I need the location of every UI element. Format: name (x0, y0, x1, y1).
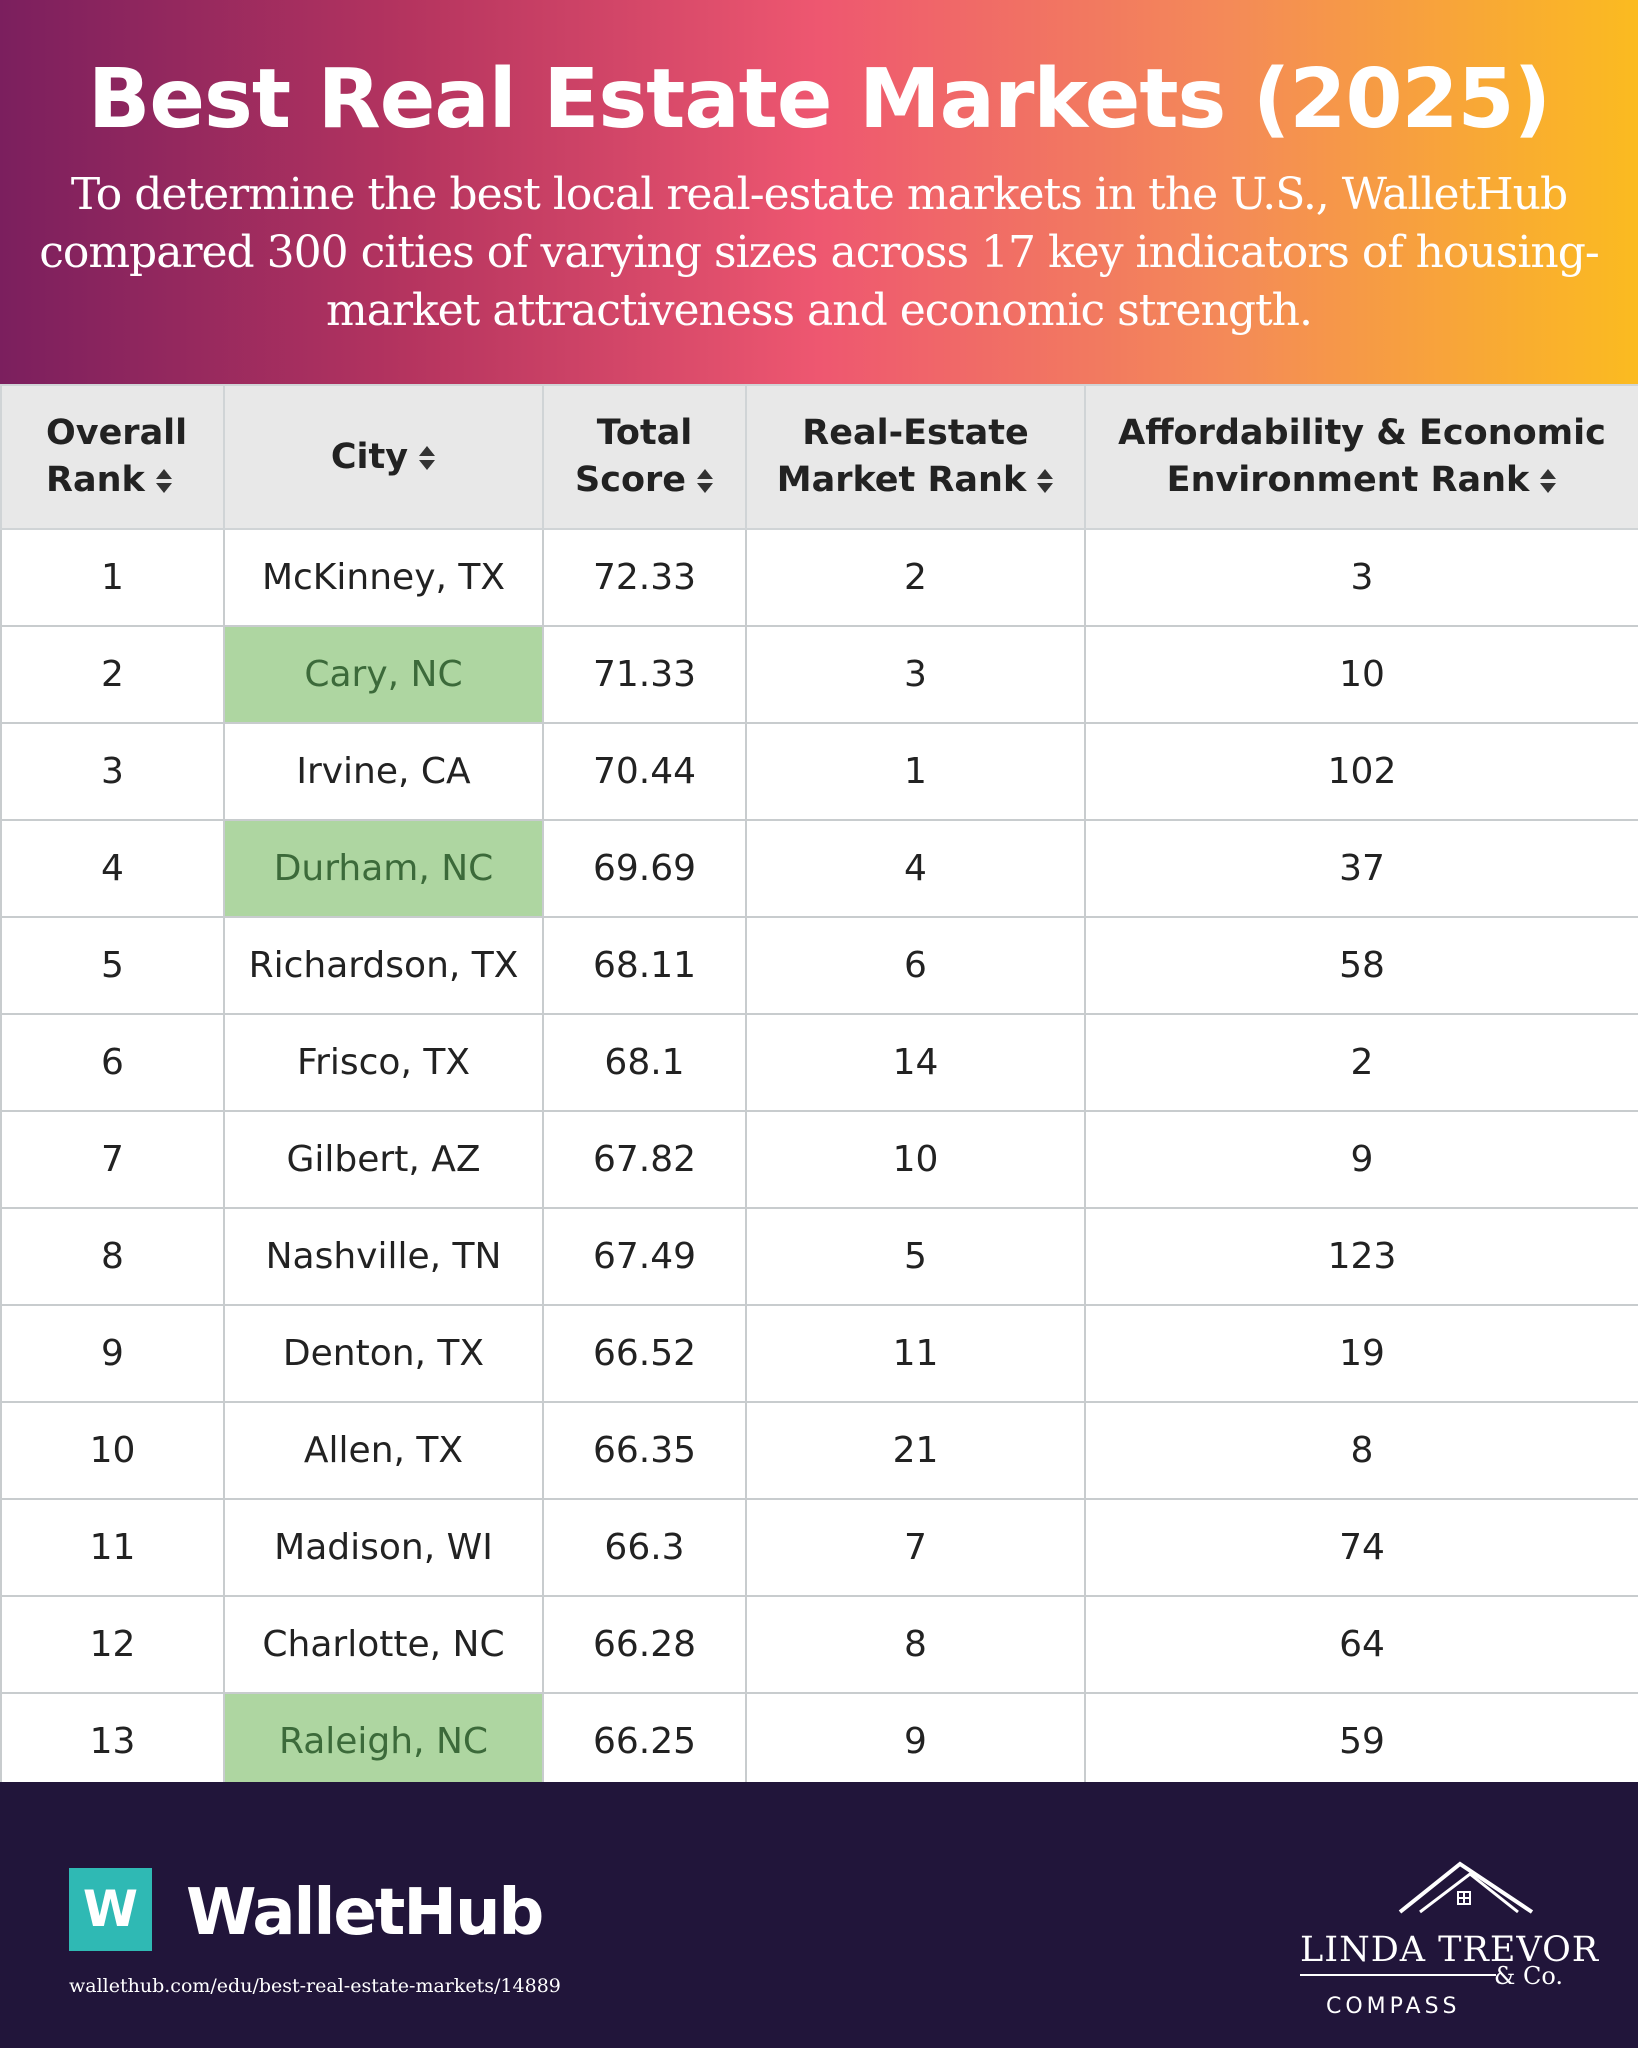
cell-city: Allen, TX (224, 1402, 543, 1499)
cell-aff-rank: 58 (1085, 917, 1638, 1014)
header-banner (0, 0, 1638, 384)
cell-score: 72.33 (543, 529, 746, 626)
table-row (1, 1402, 1638, 1499)
cell-city: Nashville, TN (224, 1208, 543, 1305)
sort-arrows-icon[interactable] (1036, 468, 1054, 494)
cell-aff-rank: 8 (1085, 1402, 1638, 1499)
header-label: Overall (46, 413, 188, 453)
sort-arrows-icon[interactable] (1539, 468, 1557, 494)
header-affordability-rank[interactable] (1085, 385, 1638, 529)
table-row (1, 1693, 1638, 1790)
cell-score: 66.25 (543, 1693, 746, 1790)
cell-city: Madison, WI (224, 1499, 543, 1596)
cell-city: Durham, NC (224, 820, 543, 917)
header-label: Market Rank (776, 460, 1027, 500)
header-label: Score (575, 460, 686, 500)
sort-arrows-icon[interactable] (155, 468, 173, 494)
table-row (1, 626, 1638, 723)
cell-rank: 5 (1, 917, 224, 1014)
page-subtitle: To determine the best local real-estate markets in the U.S., WalletHub compared 300 cities of varying sizes across 17 key indicators of housing-market attractiveness and economic strength. (39, 169, 1599, 336)
cell-re-rank: 1 (746, 723, 1085, 820)
cell-score: 68.1 (543, 1014, 746, 1111)
cell-score: 69.69 (543, 820, 746, 917)
header-label: Total (596, 413, 693, 453)
table-row (1, 820, 1638, 917)
cell-rank: 11 (1, 1499, 224, 1596)
cell-aff-rank: 10 (1085, 626, 1638, 723)
cell-rank: 3 (1, 723, 224, 820)
header-total-score[interactable] (543, 385, 746, 529)
cell-score: 70.44 (543, 723, 746, 820)
brand-sub: COMPASS (1326, 1994, 1461, 2019)
page-title: Best Real Estate Markets (2025) (87, 52, 1551, 147)
cell-city: Gilbert, AZ (224, 1111, 543, 1208)
cell-aff-rank: 9 (1085, 1111, 1638, 1208)
header-label: Rank (46, 460, 145, 500)
sort-arrows-icon[interactable] (418, 445, 436, 471)
cell-aff-rank: 59 (1085, 1693, 1638, 1790)
cell-aff-rank: 102 (1085, 723, 1638, 820)
source-url[interactable]: wallethub.com/edu/best-real-estate-markets/14889 (69, 1975, 561, 1997)
table-row (1, 529, 1638, 626)
table-row (1, 917, 1638, 1014)
cell-rank: 7 (1, 1111, 224, 1208)
cell-aff-rank: 2 (1085, 1014, 1638, 1111)
cell-rank: 12 (1, 1596, 224, 1693)
cell-re-rank: 11 (746, 1305, 1085, 1402)
brand-suffix: & Co. (1494, 1962, 1564, 1990)
table-row (1, 1499, 1638, 1596)
cell-rank: 6 (1, 1014, 224, 1111)
cell-re-rank: 5 (746, 1208, 1085, 1305)
cell-score: 66.52 (543, 1305, 746, 1402)
table-row (1, 1208, 1638, 1305)
cell-rank: 9 (1, 1305, 224, 1402)
cell-aff-rank: 64 (1085, 1596, 1638, 1693)
cell-city: Raleigh, NC (224, 1693, 543, 1790)
cell-rank: 4 (1, 820, 224, 917)
linda-trevor-logo (1300, 1850, 1600, 2019)
wallethub-logo-letter: W (82, 1880, 139, 1938)
cell-aff-rank: 19 (1085, 1305, 1638, 1402)
cell-city: Richardson, TX (224, 917, 543, 1014)
brand-divider (1300, 1974, 1496, 1976)
cell-city: Irvine, CA (224, 723, 543, 820)
cell-re-rank: 21 (746, 1402, 1085, 1499)
cell-re-rank: 2 (746, 529, 1085, 626)
cell-aff-rank: 37 (1085, 820, 1638, 917)
header-label: Real-Estate (802, 413, 1029, 453)
cell-city: Cary, NC (224, 626, 543, 723)
cell-re-rank: 14 (746, 1014, 1085, 1111)
sort-arrows-icon[interactable] (696, 468, 714, 494)
cell-city: Frisco, TX (224, 1014, 543, 1111)
footer (0, 1782, 1638, 2048)
header-label: City (330, 436, 409, 477)
cell-rank: 10 (1, 1402, 224, 1499)
cell-rank: 13 (1, 1693, 224, 1790)
house-roof-icon (1300, 1850, 1570, 1930)
cell-re-rank: 7 (746, 1499, 1085, 1596)
cell-city: Denton, TX (224, 1305, 543, 1402)
header-label: Affordability & Economic (1118, 413, 1606, 453)
cell-city: McKinney, TX (224, 529, 543, 626)
table-header-row (1, 385, 1638, 529)
cell-rank: 1 (1, 529, 224, 626)
cell-rank: 2 (1, 626, 224, 723)
table-row (1, 1014, 1638, 1111)
cell-score: 68.11 (543, 917, 746, 1014)
cell-aff-rank: 123 (1085, 1208, 1638, 1305)
brand-name: LINDA TREVOR (1300, 1930, 1600, 1970)
header-real-estate-rank[interactable] (746, 385, 1085, 529)
cell-re-rank: 9 (746, 1693, 1085, 1790)
table-row (1, 1111, 1638, 1208)
cell-score: 67.49 (543, 1208, 746, 1305)
header-label: Environment Rank (1166, 460, 1530, 500)
cell-score: 71.33 (543, 626, 746, 723)
cell-re-rank: 6 (746, 917, 1085, 1014)
cell-aff-rank: 74 (1085, 1499, 1638, 1596)
rankings-table (0, 384, 1638, 1791)
table-body (1, 529, 1638, 1790)
wallethub-wordmark: WalletHub (186, 1876, 543, 1950)
cell-score: 66.3 (543, 1499, 746, 1596)
cell-city: Charlotte, NC (224, 1596, 543, 1693)
cell-re-rank: 3 (746, 626, 1085, 723)
cell-score: 66.28 (543, 1596, 746, 1693)
header-city[interactable] (224, 385, 543, 529)
header-overall-rank[interactable] (1, 385, 224, 529)
cell-re-rank: 8 (746, 1596, 1085, 1693)
wallethub-logo-icon (69, 1868, 152, 1951)
table-row (1, 723, 1638, 820)
cell-score: 66.35 (543, 1402, 746, 1499)
cell-score: 67.82 (543, 1111, 746, 1208)
cell-aff-rank: 3 (1085, 529, 1638, 626)
cell-rank: 8 (1, 1208, 224, 1305)
table-row (1, 1305, 1638, 1402)
table-row (1, 1596, 1638, 1693)
cell-re-rank: 10 (746, 1111, 1085, 1208)
cell-re-rank: 4 (746, 820, 1085, 917)
